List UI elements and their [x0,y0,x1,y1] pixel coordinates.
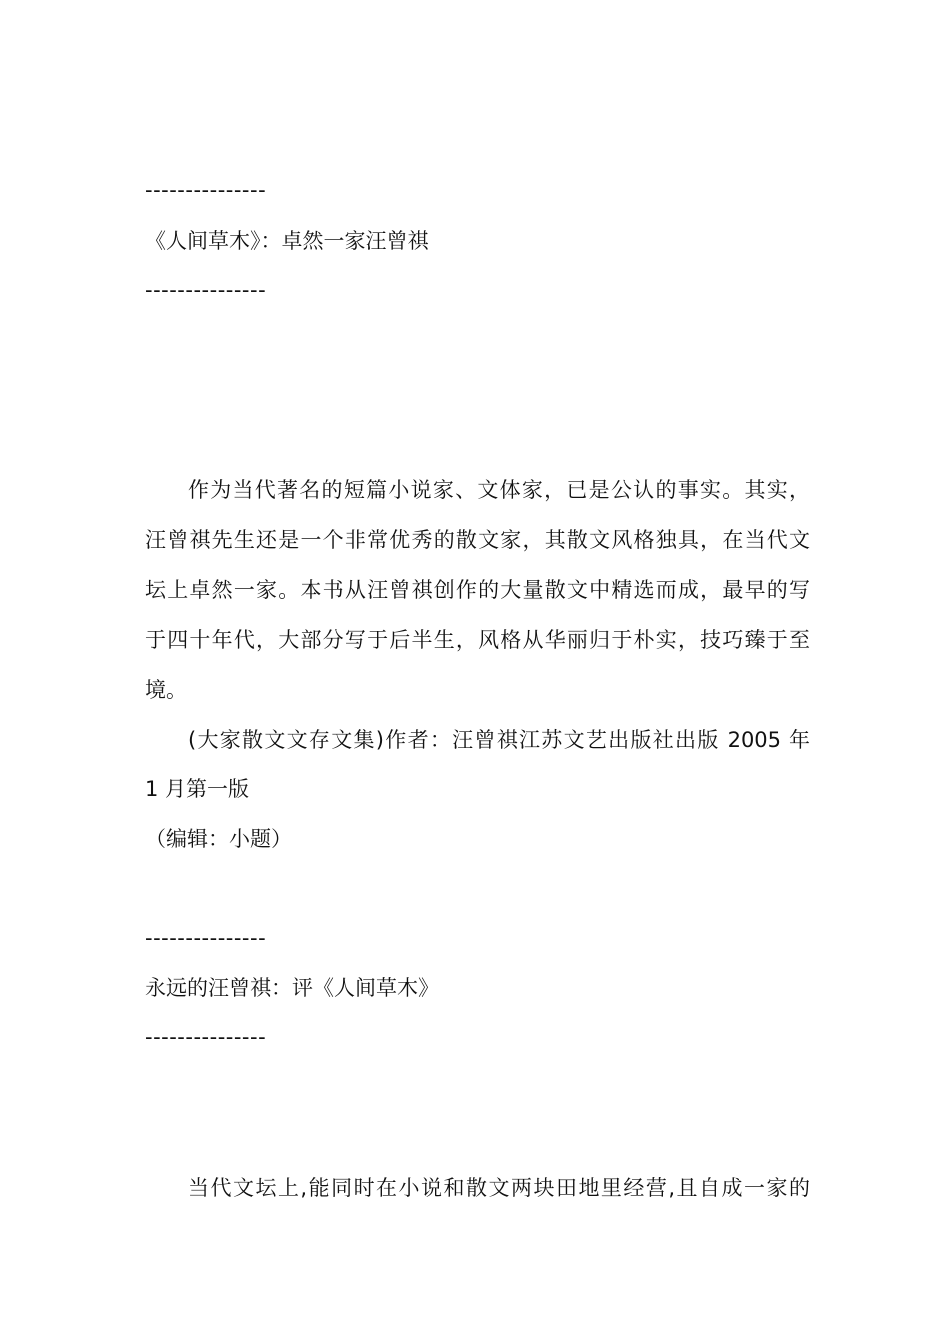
editor-note: （编辑：小题） [145,827,292,851]
publication-info-line: (大家散文文存文集)作者：汪曾祺江苏文艺出版社出版 2005 年 [188,728,810,752]
publication-info-line: 1 月第一版 [145,777,250,801]
separator-line: --------------- [145,1025,267,1049]
separator-line: --------------- [145,178,267,202]
article-title: 《人间草木》：卓然一家汪曾祺 [145,229,429,253]
paragraph-line: 作为当代著名的短篇小说家、文体家，已是公认的事实。其实， [188,478,810,502]
separator-line: --------------- [145,926,267,950]
paragraph-line: 于四十年代，大部分写于后半生，风格从华丽归于朴实，技巧臻于至 [145,628,810,652]
separator-line: --------------- [145,278,267,302]
paragraph-line: 当代文坛上,能同时在小说和散文两块田地里经营,且自成一家的 [188,1176,810,1200]
paragraph-line: 境。 [145,678,187,702]
article-title: 永远的汪曾祺：评《人间草木》 [145,976,439,1000]
paragraph-line: 坛上卓然一家。本书从汪曾祺创作的大量散文中精选而成，最早的写 [145,578,810,602]
paragraph-line: 汪曾祺先生还是一个非常优秀的散文家，其散文风格独具，在当代文 [145,528,810,552]
